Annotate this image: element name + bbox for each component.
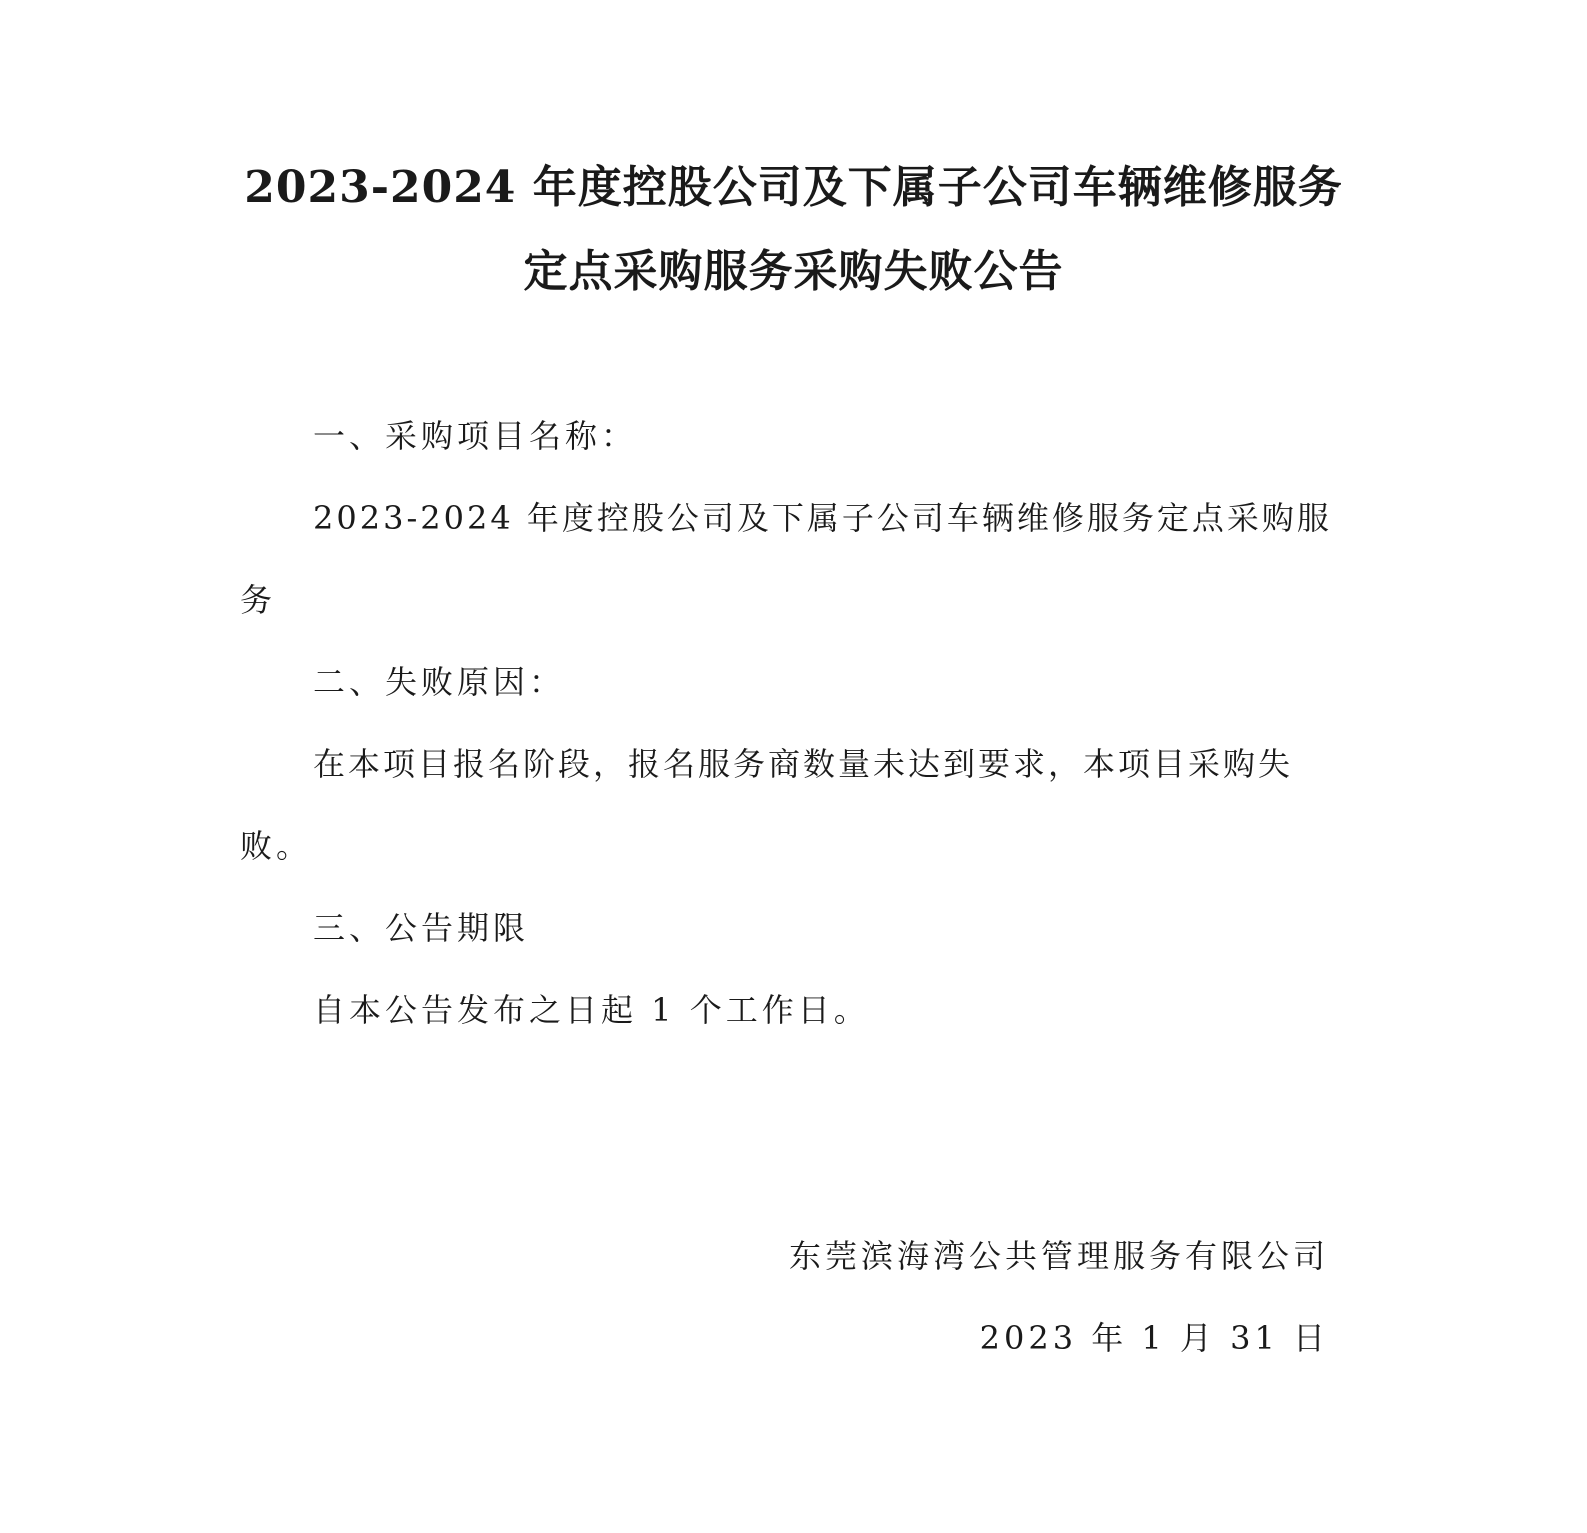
section-1-body-line-1: 2023-2024 年度控股公司及下属子公司车辆维修服务定点采购服 <box>313 499 1332 537</box>
signature-date: 2023 年 1 月 31 日 <box>979 1319 1329 1357</box>
section-1-body-line-2: 务 <box>240 581 277 619</box>
section-2-body-line-1: 在本项目报名阶段，报名服务商数量未达到要求，本项目采购失 <box>313 745 1294 783</box>
section-2-body-line-2: 败。 <box>240 827 313 865</box>
section-3-body: 自本公告发布之日起 1 个工作日。 <box>313 991 870 1029</box>
section-2-heading: 二、失败原因： <box>313 663 566 701</box>
section-1-heading: 一、采购项目名称： <box>313 417 638 455</box>
document-title-line-2: 定点采购服务采购失败公告 <box>523 246 1064 297</box>
signature-company: 东莞滨海湾公共管理服务有限公司 <box>788 1237 1329 1275</box>
document-title-line-1: 2023-2024 年度控股公司及下属子公司车辆维修服务 <box>244 162 1343 213</box>
section-3-heading: 三、公告期限 <box>313 909 530 947</box>
